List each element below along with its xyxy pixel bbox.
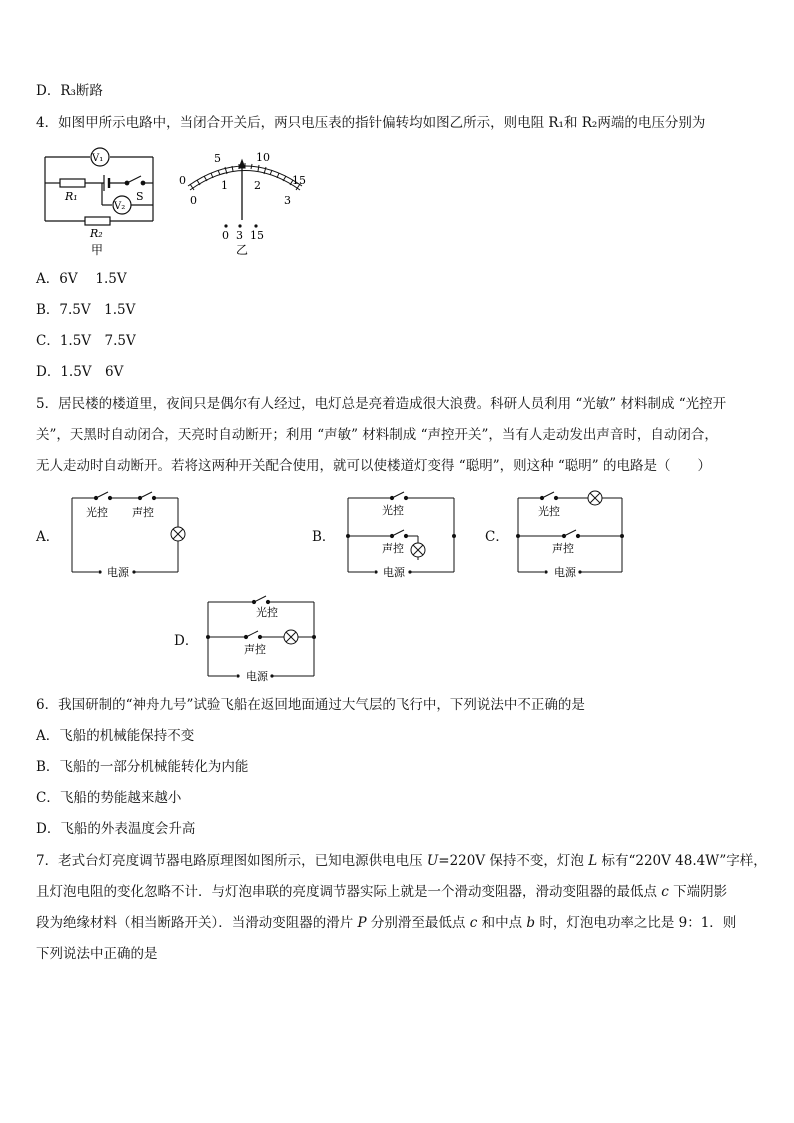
q5-circuit-a (62, 488, 192, 580)
switch-label: S (136, 190, 144, 203)
light-switch-label: 光控 (86, 506, 108, 519)
v2-label: V₂ (114, 201, 126, 212)
outer-tick-10: 10 (256, 151, 270, 164)
inner-tick-0: 0 (190, 194, 197, 207)
figure-jia-caption: 甲 (91, 243, 104, 257)
sound-switch-label: 声控 (552, 542, 574, 555)
terminal-15: 15 (250, 229, 264, 242)
q4-option-c: C．1.5V 7.5V (36, 333, 136, 349)
terminal-0: 0 (222, 229, 229, 242)
inner-tick-1: 1 (221, 179, 228, 192)
q4-option-d: D．1.5V 6V (36, 364, 124, 380)
outer-tick-15: 15 (292, 174, 306, 187)
figure-yi-caption: 乙 (236, 243, 249, 257)
outer-tick-5: 5 (214, 152, 221, 165)
q4-stem: 4．如图甲所示电路中，当闭合开关后，两只电压表的指针偏转均如图乙所示，则电阻 R₁和 R₂两端的电压分别为 (36, 115, 706, 131)
q6-stem: 6．我国研制的“神舟九号”试验飞船在返回地面通过大气层的飞行中，下列说法中不正确的是 (36, 697, 585, 713)
power-label: 电源 (383, 566, 405, 579)
q6-option-a: A．飞船的机械能保持不变 (36, 728, 195, 744)
q4-figure-yi (170, 146, 320, 261)
v1-label: V₁ (92, 153, 104, 164)
q7-line3: 段为绝缘材料（相当断路开关）．当滑动变阻器的滑片 P 分别滑至最低点 c 和中点 b 时，灯泡电功率之比是 9：1．则 (36, 915, 737, 931)
q5-option-c-label: C． (485, 529, 509, 545)
q4-figure-jia (40, 146, 160, 261)
inner-tick-2: 2 (254, 179, 261, 192)
q7-line4: 下列说法中正确的是 (36, 946, 158, 962)
q5-stem-line3: 无人走动时自动断开。若将这两种开关配合使用，就可以使楼道灯变得 “聪明”，则这种 “聪明” 的电路是（ ） (36, 458, 711, 474)
q5-option-d-label: D． (174, 633, 199, 649)
terminal-3: 3 (236, 229, 243, 242)
q5-option-b-label: B． (312, 529, 336, 545)
sound-switch-label: 声控 (244, 643, 266, 656)
light-switch-label: 光控 (256, 606, 278, 619)
q5-stem-line1: 5．居民楼的楼道里，夜间只是偶尔有人经过，电灯总是亮着造成很大浪费。科研人员利用 “光敏” 材料制成 “光控开 (36, 396, 727, 412)
q6-option-d: D．飞船的外表温度会升高 (36, 821, 196, 837)
outer-tick-0: 0 (179, 174, 186, 187)
q5-stem-line2: 关”，天黑时自动闭合，天亮时自动断开；利用 “声敏” 材料制成 “声控开关”，当有人走动发出声音时，自动闭合， (36, 427, 718, 443)
q5-circuit-d (200, 592, 325, 684)
q4-option-b: B．7.5V 1.5V (36, 302, 136, 318)
power-label: 电源 (246, 670, 268, 683)
power-label: 电源 (107, 566, 129, 579)
q4-option-a: A．6V 1.5V (36, 271, 127, 287)
q6-option-c: C．飞船的势能越来越小 (36, 790, 182, 806)
light-switch-label: 光控 (538, 505, 560, 518)
q6-option-b: B．飞船的一部分机械能转化为内能 (36, 759, 249, 775)
resistor-r2 (85, 217, 110, 225)
resistor-r1 (60, 179, 85, 187)
r1-label: R₁ (65, 190, 78, 203)
sound-switch-label: 声控 (382, 542, 404, 555)
q5-circuit-c (508, 488, 633, 580)
q7-line1: 7．老式台灯亮度调节器电路原理图如图所示，已知电源供电电压 U=220V 保持不变，灯泡 L 标有“220V 48.4W”字样， (36, 853, 767, 869)
inner-tick-3: 3 (284, 194, 291, 207)
q5-circuit-b (338, 488, 468, 580)
r2-label: R₂ (90, 227, 103, 240)
q5-option-a-label: A． (36, 529, 60, 545)
light-switch-label: 光控 (382, 504, 404, 517)
q3-option-d: D．R₃断路 (36, 83, 103, 99)
power-label: 电源 (554, 566, 576, 579)
sound-switch-label: 声控 (132, 506, 154, 519)
q7-line2: 且灯泡电阻的变化忽略不计．与灯泡串联的亮度调节器实际上就是一个滑动变阻器，滑动变阻器的最低点 c 下端阴影 (36, 884, 728, 900)
